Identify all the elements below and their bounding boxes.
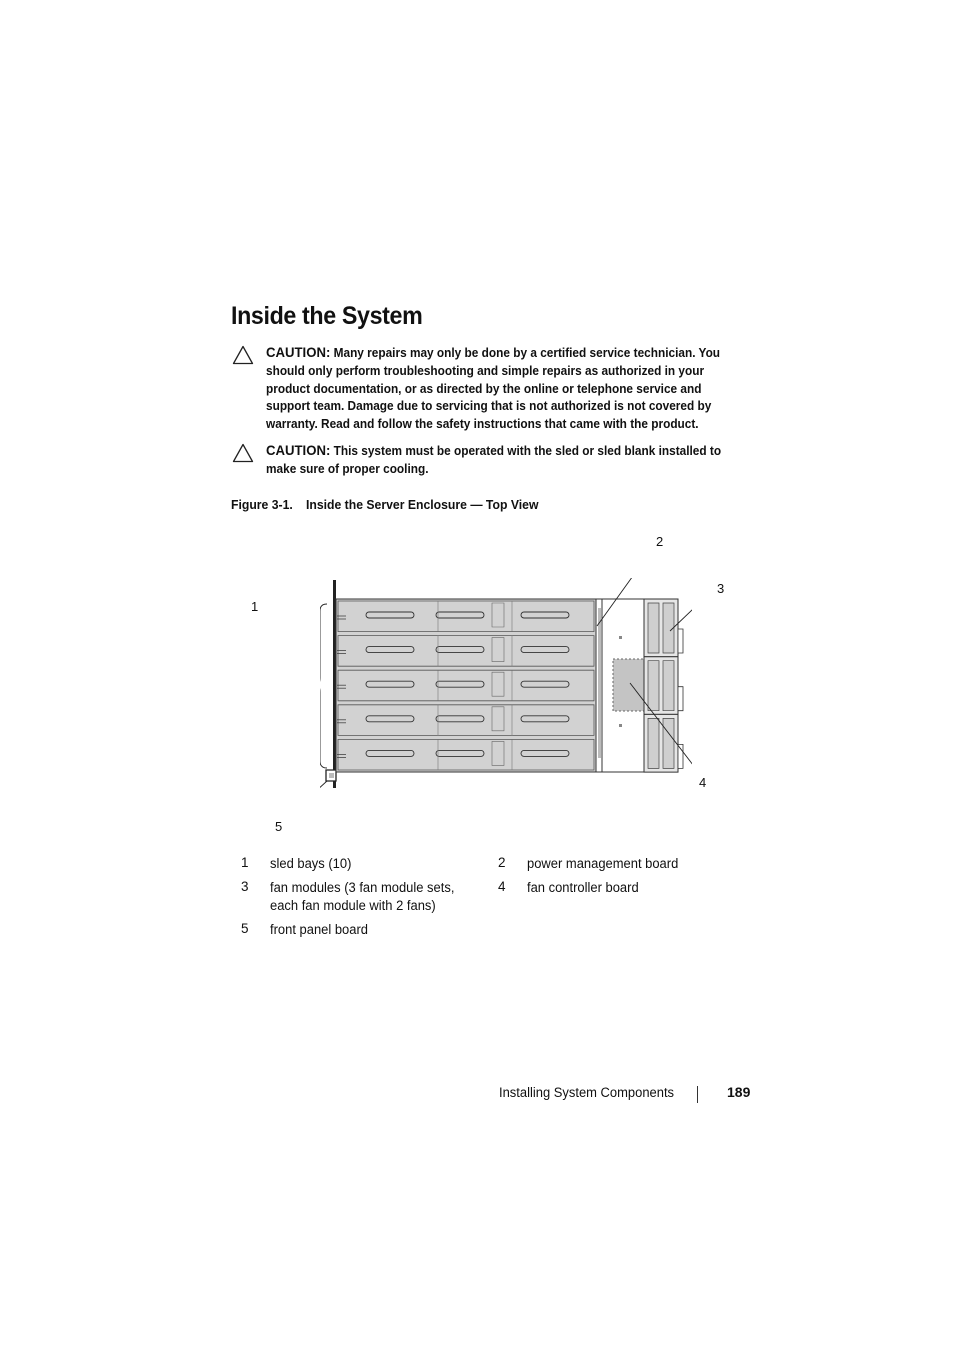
fan-module-set bbox=[644, 599, 683, 657]
legend-number: 1 bbox=[241, 855, 249, 870]
caution-label: CAUTION: bbox=[266, 442, 331, 458]
figure-number: Figure 3-1. bbox=[231, 497, 293, 512]
caution-block-2 bbox=[266, 442, 736, 479]
caution-label: CAUTION: bbox=[266, 344, 331, 360]
legend-text: sled bays (10) bbox=[270, 856, 352, 871]
legend-text: power management board bbox=[527, 856, 679, 871]
caution-icon bbox=[232, 345, 254, 365]
fan-controller-board bbox=[613, 659, 647, 711]
fan-modules bbox=[644, 599, 683, 772]
server-enclosure-illustration bbox=[320, 578, 692, 790]
legend-number: 3 bbox=[241, 879, 249, 894]
fan-module-set bbox=[644, 657, 683, 715]
caution-text: Many repairs may only be done by a certified service technician. You should only perform troubleshooting and simple repairs as authorized in your product documentation, or as directed by the online or telephone service and support team. Damage due to servicing that is not authorized is not covered by warranty. Read and follow the safety instructions that came with the product. bbox=[266, 346, 721, 432]
caution-text: This system must be operated with the sled or sled blank installed to make sure of proper cooling. bbox=[266, 444, 722, 476]
legend-number: 4 bbox=[498, 879, 506, 894]
legend-text: fan modules (3 fan module sets, each fan module with 2 fans) bbox=[270, 880, 455, 913]
footer-section: Installing System Components bbox=[499, 1085, 675, 1100]
callout-leader-5 bbox=[320, 781, 327, 790]
callout-1: 1 bbox=[251, 599, 259, 614]
callout-4: 4 bbox=[699, 775, 707, 790]
callout-3: 3 bbox=[717, 581, 725, 596]
caution-icon bbox=[232, 443, 254, 463]
caution-block-1 bbox=[266, 344, 736, 434]
page-title: Inside the System bbox=[231, 302, 423, 330]
legend-number: 5 bbox=[241, 921, 249, 936]
page-number: 189 bbox=[727, 1084, 751, 1100]
legend-text: front panel board bbox=[270, 922, 368, 937]
legend-number: 2 bbox=[498, 855, 506, 870]
legend-text: fan controller board bbox=[527, 880, 639, 895]
sled-bays-bracket bbox=[320, 604, 327, 768]
callout-5: 5 bbox=[275, 819, 283, 834]
fan-module-set bbox=[644, 714, 683, 772]
figure-title: Inside the Server Enclosure — Top View bbox=[305, 497, 539, 512]
sled-bays-area bbox=[336, 599, 596, 772]
figure-caption bbox=[231, 497, 538, 512]
footer-divider bbox=[697, 1086, 698, 1103]
callout-2: 2 bbox=[656, 534, 664, 549]
